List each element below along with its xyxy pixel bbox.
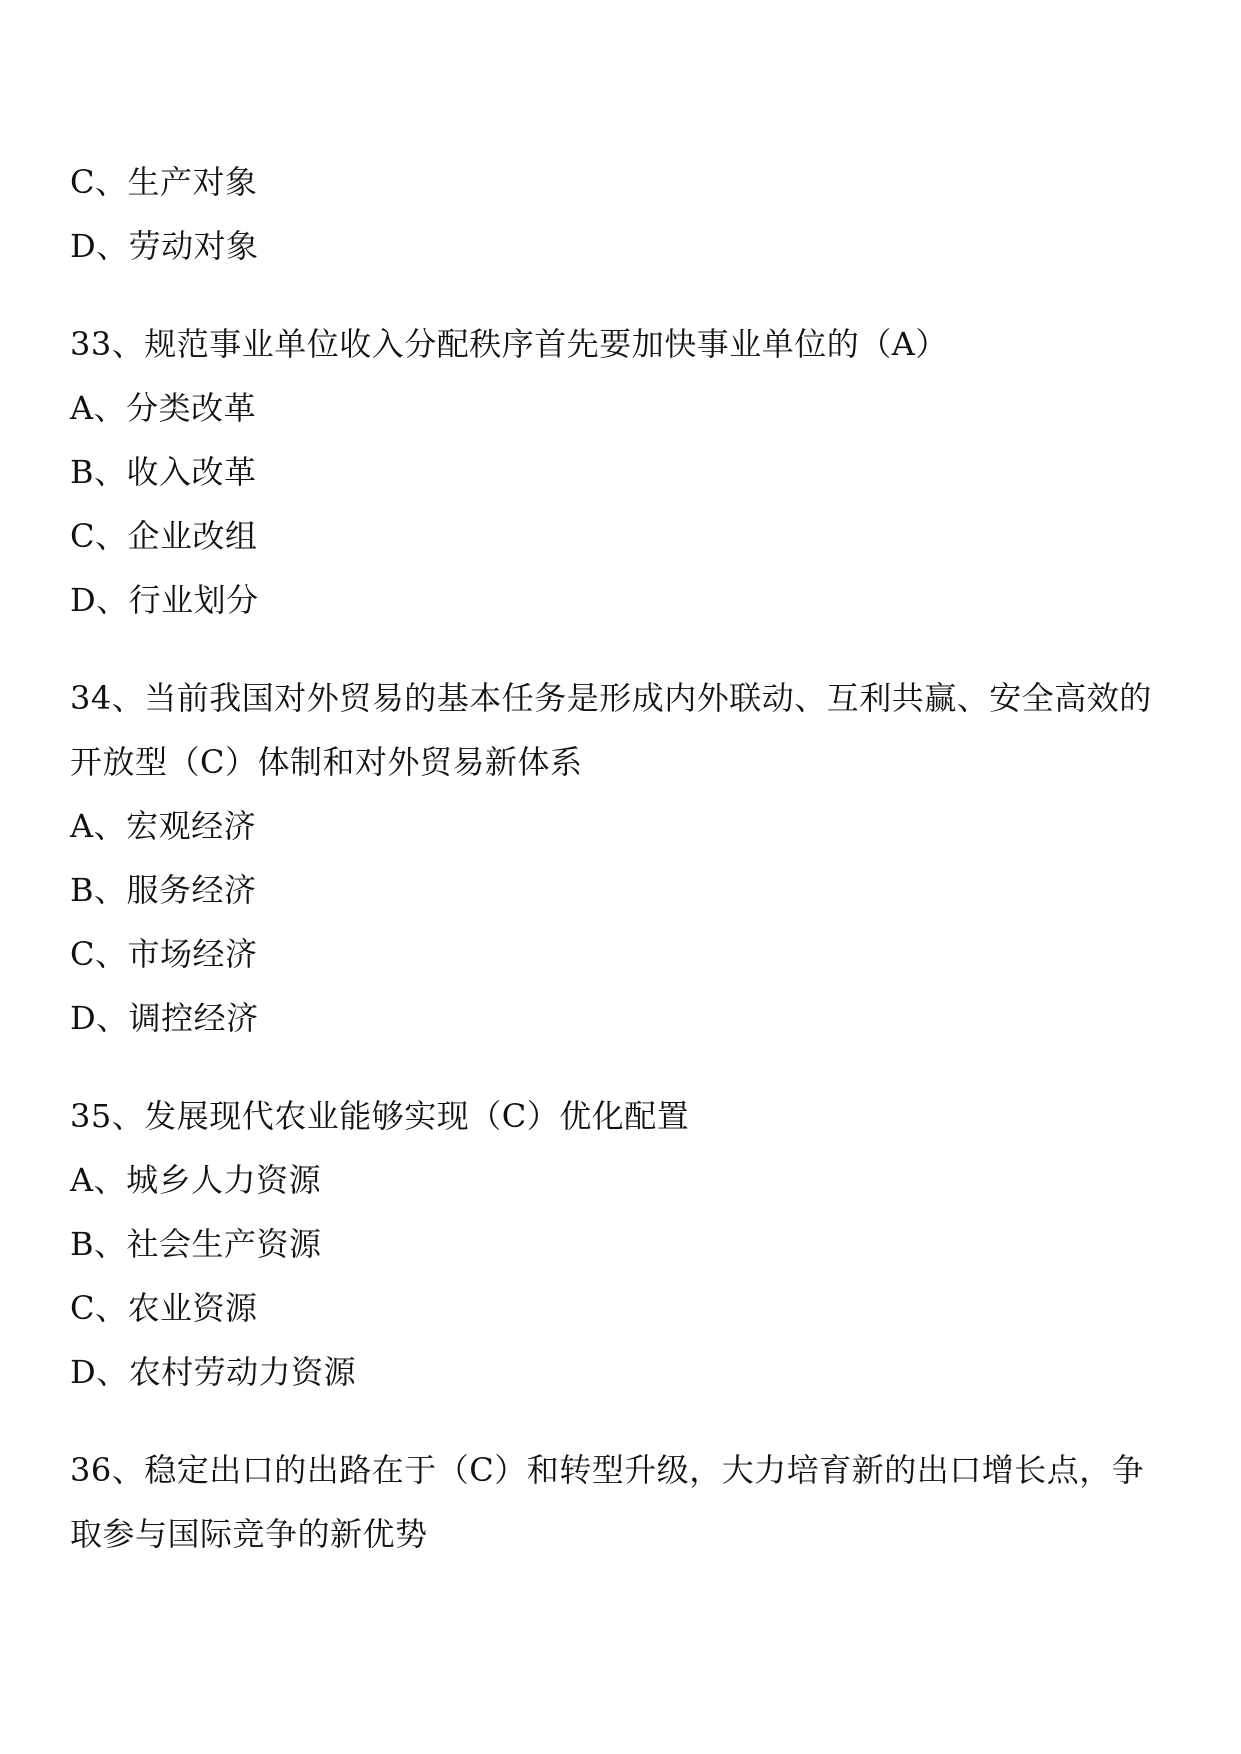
option-c-q33: C、企业改组	[70, 517, 258, 555]
question-36-line-1: 36、稳定出口的出路在于（C）和转型升级，大力培育新的出口增长点，争	[70, 1451, 1145, 1489]
option-b-q35: B、社会生产资源	[70, 1225, 322, 1263]
option-d-q32: D、劳动对象	[70, 227, 259, 265]
option-a-q33: A、分类改革	[70, 389, 257, 427]
option-a-q34: A、宏观经济	[70, 807, 257, 845]
question-36-line-2: 取参与国际竞争的新优势	[70, 1515, 428, 1553]
question-33: 33、规范事业单位收入分配秩序首先要加快事业单位的（A）	[70, 325, 948, 363]
option-a-q35: A、城乡人力资源	[70, 1161, 322, 1199]
option-c-q34: C、市场经济	[70, 935, 258, 973]
question-34-line-2: 开放型（C）体制和对外贸易新体系	[70, 743, 583, 781]
option-d-q34: D、调控经济	[70, 999, 259, 1037]
option-c-q35: C、农业资源	[70, 1289, 258, 1327]
question-35: 35、发展现代农业能够实现（C）优化配置	[70, 1097, 690, 1135]
option-d-q33: D、行业划分	[70, 581, 259, 619]
option-d-q35: D、农村劳动力资源	[70, 1353, 357, 1391]
option-c-q32: C、生产对象	[70, 163, 258, 201]
option-b-q34: B、服务经济	[70, 871, 257, 909]
option-b-q33: B、收入改革	[70, 453, 257, 491]
question-34-line-1: 34、当前我国对外贸易的基本任务是形成内外联动、互利共赢、安全高效的	[70, 679, 1152, 717]
